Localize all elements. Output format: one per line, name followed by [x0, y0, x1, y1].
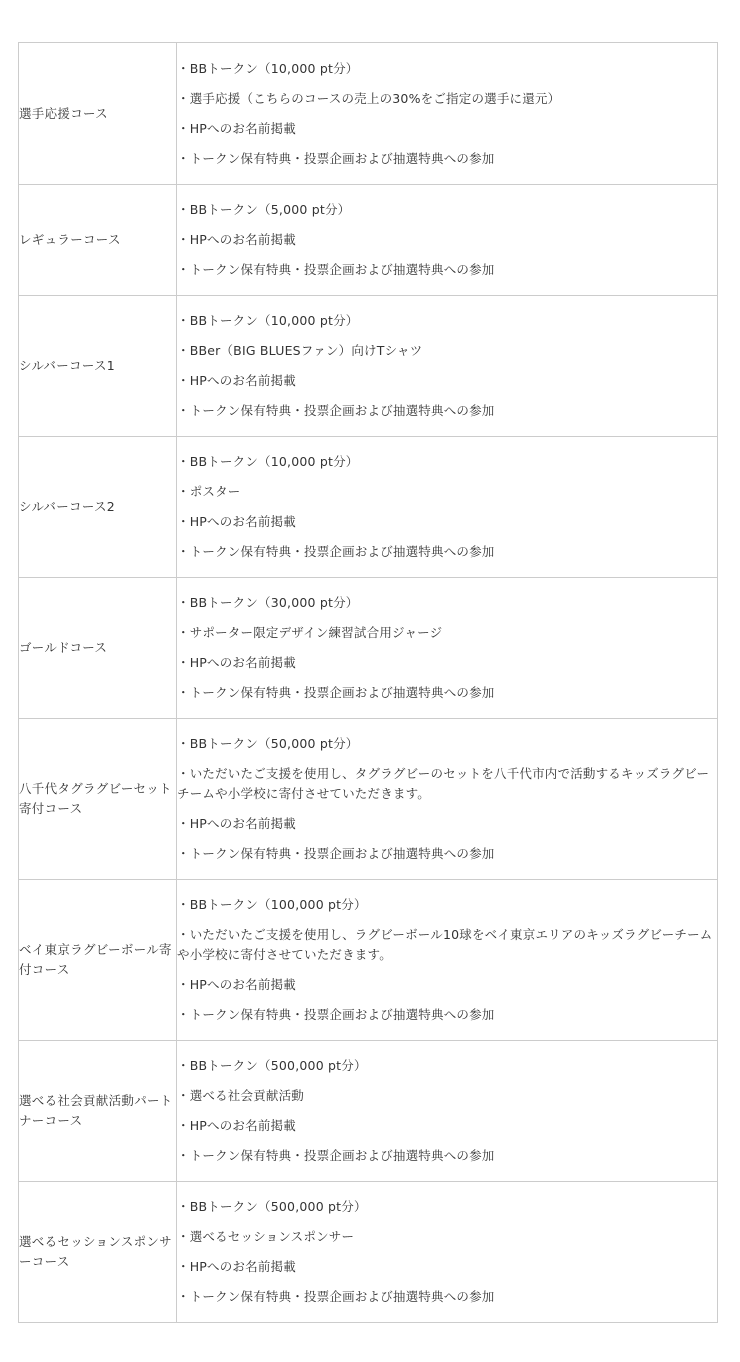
benefit-item: ・選べる社会貢献活動 [177, 1088, 305, 1103]
benefit-item: ・BBトークン（500,000 pt分） [177, 1058, 367, 1073]
course-row [19, 880, 718, 1041]
benefit-item: ・トークン保有特典・投票企画および抽選特典への参加 [177, 846, 495, 861]
benefit-item: ・いただいたご支援を使用し、ラグビーボール10球をベイ東京エリアのキッズラグビーチームや小学校に寄付させていただきます。 [177, 927, 713, 962]
benefit-item: ・BBトークン（10,000 pt分） [177, 454, 359, 469]
course-row [19, 185, 718, 296]
benefit-item: ・HPへのお名前掲載 [177, 373, 296, 388]
course-benefits [177, 296, 718, 437]
course-benefits [177, 578, 718, 719]
benefit-item: ・BBトークン（10,000 pt分） [177, 313, 359, 328]
benefit-item: ・トークン保有特典・投票企画および抽選特典への参加 [177, 1289, 495, 1304]
benefit-item: ・HPへのお名前掲載 [177, 232, 296, 247]
course-table [18, 42, 718, 1323]
benefit-item: ・HPへのお名前掲載 [177, 977, 296, 992]
benefit-item: ・トークン保有特典・投票企画および抽選特典への参加 [177, 1007, 495, 1022]
benefit-item: ・選手応援（こちらのコースの売上の30%をご指定の選手に還元） [177, 90, 561, 106]
benefit-item: ・トークン保有特典・投票企画および抽選特典への参加 [177, 150, 495, 166]
benefit-item: ・HPへのお名前掲載 [177, 120, 296, 136]
course-benefits [177, 43, 718, 185]
benefit-item: ・HPへのお名前掲載 [177, 655, 296, 670]
benefit-item: ・トークン保有特典・投票企画および抽選特典への参加 [177, 1148, 495, 1163]
benefit-item: ・トークン保有特典・投票企画および抽選特典への参加 [177, 544, 495, 559]
benefit-item: ・サポーター限定デザイン練習試合用ジャージ [177, 625, 443, 640]
course-benefits [177, 1182, 718, 1323]
course-benefits [177, 185, 718, 296]
course-benefits [177, 437, 718, 578]
benefit-item: ・選べるセッションスポンサー [177, 1229, 355, 1244]
benefit-item: ・トークン保有特典・投票企画および抽選特典への参加 [177, 403, 495, 418]
course-row [19, 719, 718, 880]
benefit-item: ・HPへのお名前掲載 [177, 1118, 296, 1133]
course-name: シルバーコース1 [19, 296, 177, 437]
benefit-item: ・BBer（BIG BLUESファン）向けTシャツ [177, 343, 423, 358]
benefit-item: ・HPへのお名前掲載 [177, 514, 296, 529]
course-name: シルバーコース2 [19, 437, 177, 578]
course-row [19, 296, 718, 437]
benefit-item: ・トークン保有特典・投票企画および抽選特典への参加 [177, 685, 495, 700]
course-name: レギュラーコース [19, 185, 177, 296]
benefit-item: ・BBトークン（100,000 pt分） [177, 897, 367, 912]
course-table-body [19, 43, 718, 1323]
benefit-item: ・BBトークン（5,000 pt分） [177, 202, 351, 217]
course-name: ベイ東京ラグビーボール寄付コース [19, 880, 177, 1041]
course-row [19, 578, 718, 719]
benefit-item: ・BBトークン（500,000 pt分） [177, 1199, 367, 1214]
course-name: 選手応援コース [19, 43, 177, 185]
course-row [19, 1182, 718, 1323]
course-row [19, 437, 718, 578]
course-name: ゴールドコース [19, 578, 177, 719]
course-benefits [177, 880, 718, 1041]
benefit-item: ・BBトークン（30,000 pt分） [177, 595, 359, 610]
course-name: 選べる社会貢献活動パートナーコース [19, 1041, 177, 1182]
course-benefits [177, 1041, 718, 1182]
course-name: 八千代タグラグビーセット寄付コース [19, 719, 177, 880]
benefit-item: ・いただいたご支援を使用し、タグラグビーのセットを八千代市内で活動するキッズラグビーチームや小学校に寄付させていただきます。 [177, 766, 710, 801]
benefit-item: ・BBトークン（10,000 pt分） [177, 60, 359, 76]
course-name: 選べるセッションスポンサーコース [19, 1182, 177, 1323]
benefit-item: ・ポスター [177, 484, 241, 499]
benefit-item: ・HPへのお名前掲載 [177, 1259, 296, 1274]
course-row [19, 43, 718, 185]
benefit-item: ・HPへのお名前掲載 [177, 816, 296, 831]
course-benefits [177, 719, 718, 880]
course-row [19, 1041, 718, 1182]
benefit-item: ・BBトークン（50,000 pt分） [177, 736, 359, 751]
benefit-item: ・トークン保有特典・投票企画および抽選特典への参加 [177, 262, 495, 277]
